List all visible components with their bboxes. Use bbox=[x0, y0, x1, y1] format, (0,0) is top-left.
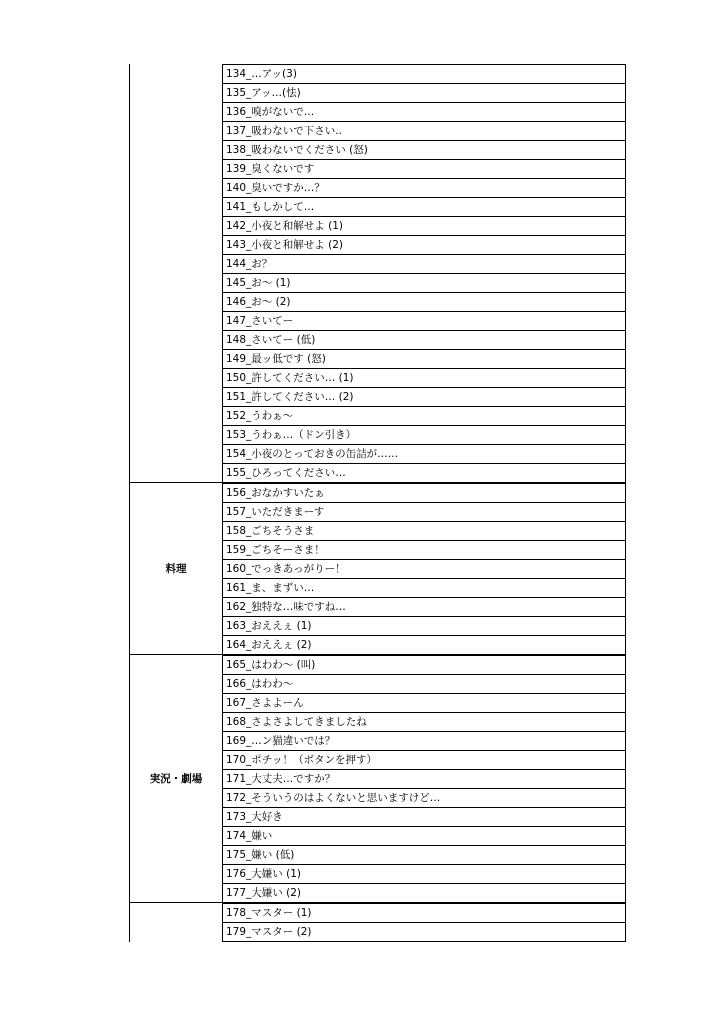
voice-item-row: 165_はわわ～ (叫) bbox=[223, 655, 625, 674]
voice-item-row: 143_小夜と和解せよ (2) bbox=[223, 235, 625, 254]
voice-item-row: 158_ごちそうさま bbox=[223, 521, 625, 540]
category-label bbox=[129, 903, 223, 942]
voice-item-row: 178_マスター (1) bbox=[223, 903, 625, 922]
voice-item-row: 153_うわぁ…（ドン引き） bbox=[223, 425, 625, 444]
category-label bbox=[129, 64, 223, 482]
voice-item-row: 173_大好き bbox=[223, 807, 625, 826]
voice-item-row: 148_さいてー (低) bbox=[223, 330, 625, 349]
voice-item-row: 152_うわぁ～ bbox=[223, 406, 625, 425]
voice-item-row: 175_嫌い (低) bbox=[223, 845, 625, 864]
voice-item-row: 142_小夜と和解せよ (1) bbox=[223, 216, 625, 235]
voice-item-row: 160_でっきあっがりー！ bbox=[223, 559, 625, 578]
voice-item-row: 136_嗅がないで… bbox=[223, 102, 625, 121]
voice-item-row: 167_さよよーん bbox=[223, 693, 625, 712]
item-list bbox=[223, 903, 626, 942]
voice-item-row: 140_臭いですか…？ bbox=[223, 178, 625, 197]
category-label: 実況・劇場 bbox=[129, 655, 223, 902]
voice-item-row: 164_おええぇ (2) bbox=[223, 635, 625, 654]
voice-item-row: 176_大嫌い (1) bbox=[223, 864, 625, 883]
item-list bbox=[223, 64, 626, 482]
voice-item-row: 145_お～ (1) bbox=[223, 273, 625, 292]
voice-item-row: 146_お～ (2) bbox=[223, 292, 625, 311]
voice-item-row: 156_おなかすいたぁ bbox=[223, 483, 625, 502]
voice-item-row: 151_許してください… (2) bbox=[223, 387, 625, 406]
voice-item-row: 154_小夜のとっておきの缶詰が…… bbox=[223, 444, 625, 463]
voice-item-row: 141_もしかして… bbox=[223, 197, 625, 216]
category-group bbox=[129, 483, 626, 655]
voice-item-row: 174_嫌い bbox=[223, 826, 625, 845]
voice-list-table bbox=[129, 64, 626, 942]
voice-item-row: 179_マスター (2) bbox=[223, 922, 625, 941]
voice-item-row: 138_吸わないでください (怒) bbox=[223, 140, 625, 159]
category-group bbox=[129, 655, 626, 903]
voice-item-row: 168_さよさよしてきましたね bbox=[223, 712, 625, 731]
voice-item-row: 166_はわわ～ bbox=[223, 674, 625, 693]
voice-item-row: 169_…ン猫違いでは？ bbox=[223, 731, 625, 750]
voice-item-row: 147_さいてー bbox=[223, 311, 625, 330]
voice-item-row: 149_最ッ低です (怒) bbox=[223, 349, 625, 368]
voice-item-row: 163_おええぇ (1) bbox=[223, 616, 625, 635]
voice-item-row: 135_アッ…(怯) bbox=[223, 83, 625, 102]
voice-item-row: 137_吸わないで下さい.. bbox=[223, 121, 625, 140]
category-group bbox=[129, 903, 626, 942]
category-group bbox=[129, 64, 626, 483]
voice-item-row: 134_…アッ(3) bbox=[223, 64, 625, 83]
voice-item-row: 150_許してください… (1) bbox=[223, 368, 625, 387]
voice-item-row: 139_臭くないです bbox=[223, 159, 625, 178]
voice-item-row: 177_大嫌い (2) bbox=[223, 883, 625, 902]
voice-item-row: 159_ごちそーさま！ bbox=[223, 540, 625, 559]
voice-item-row: 162_独特な…味ですね… bbox=[223, 597, 625, 616]
item-list bbox=[223, 655, 626, 902]
voice-item-row: 155_ひろってください… bbox=[223, 463, 625, 482]
voice-item-row: 157_いただきまーす bbox=[223, 502, 625, 521]
voice-item-row: 144_お？ bbox=[223, 254, 625, 273]
category-label: 料理 bbox=[129, 483, 223, 654]
voice-item-row: 171_大丈夫…ですか？ bbox=[223, 769, 625, 788]
voice-item-row: 172_そういうのはよくないと思いますけど… bbox=[223, 788, 625, 807]
voice-item-row: 170_ポチッ！（ボタンを押す） bbox=[223, 750, 625, 769]
item-list bbox=[223, 483, 626, 654]
voice-item-row: 161_ま、まずい… bbox=[223, 578, 625, 597]
